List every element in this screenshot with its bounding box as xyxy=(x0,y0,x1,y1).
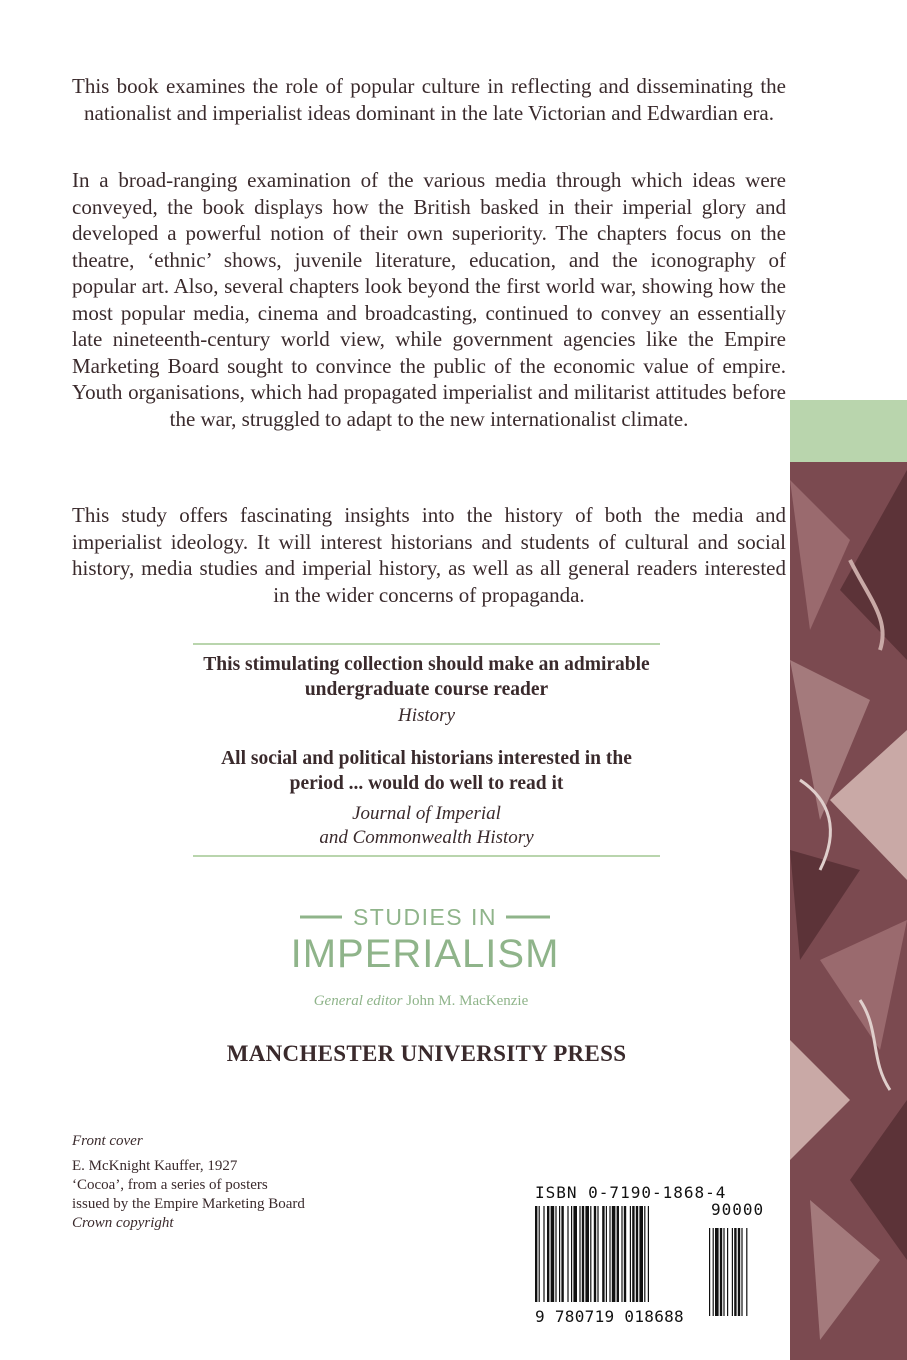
cover-credit xyxy=(72,1132,305,1233)
series-logo-line-1: STUDIES IN xyxy=(352,904,498,930)
isbn-text: ISBN 0-7190-1868-4 xyxy=(535,1183,727,1202)
series-logo-line-2: IMPERIALISM xyxy=(290,932,560,976)
blurb-paragraph-1: This book examines the role of popular culture in reflecting and disseminating the nationalist and imperialist ideas dominant in the late Victorian and Edwardian era. xyxy=(72,74,786,125)
barcode-digits: 9 780719 018688 xyxy=(535,1307,684,1326)
blurb-paragraph-3: This study offers fascinating insights into the history of both the media and imperialist ideology. It will interest historians and students of cultural and social history, media studies and imperial history, as well as all general readers interested in the wider concerns of propaganda. xyxy=(72,503,786,607)
cover-credit-artist: E. McKnight Kauffer, 1927 xyxy=(72,1158,238,1174)
review-1-quote: This stimulating collection should make an admirable undergraduate course reader xyxy=(203,654,650,700)
series-editor-label: General editor xyxy=(313,993,403,1009)
review-2 xyxy=(193,746,660,850)
cover-credit-copyright: Crown copyright xyxy=(72,1215,174,1231)
cover-credit-series: issued by the Empire Marketing Board xyxy=(72,1196,305,1212)
review-top-rule xyxy=(193,643,660,645)
review-1-source: History xyxy=(398,705,455,726)
series-editor xyxy=(290,993,552,1010)
barcode xyxy=(535,1206,787,1316)
barcode-addon-digits: 90000 xyxy=(711,1200,765,1219)
review-2-source-line-1: Journal of Imperial xyxy=(352,803,501,824)
review-1 xyxy=(193,652,660,728)
cover-credit-label: Front cover xyxy=(72,1133,143,1149)
blurb-paragraph-2: In a broad-ranging examination of the various media through which ideas were conveyed, the book displays how the British basked in their imperial glory and developed a powerful notion of their own superiority. The chapters focus on the theatre, ‘ethnic’ shows, juvenile literature, education, and the iconography of popular art. Also, several chapters look beyond the first world war, showing how the most popular media, cinema and broadcasting, continued to convey an essentially late nineteenth-century world view, while government agencies like the Empire Marketing Board sought to convince the public of the economic value of empire. Youth organisations, which had propagated imperialist and militarist attitudes before the war, struggled to adapt to the new internationalist climate. xyxy=(72,168,786,431)
publisher-name: MANCHESTER UNIVERSITY PRESS xyxy=(226,1041,627,1066)
series-editor-name: John M. MacKenzie xyxy=(406,993,529,1009)
spine-artwork xyxy=(790,400,907,1360)
review-2-source-line-2: and Commonwealth History xyxy=(319,827,534,848)
review-2-quote: All social and political historians interested in the period ... would do well to read it xyxy=(221,748,632,794)
cover-credit-title: ‘Cocoa’, from a series of posters xyxy=(72,1177,268,1193)
review-bottom-rule xyxy=(193,855,660,857)
spine-green-band xyxy=(790,400,907,462)
